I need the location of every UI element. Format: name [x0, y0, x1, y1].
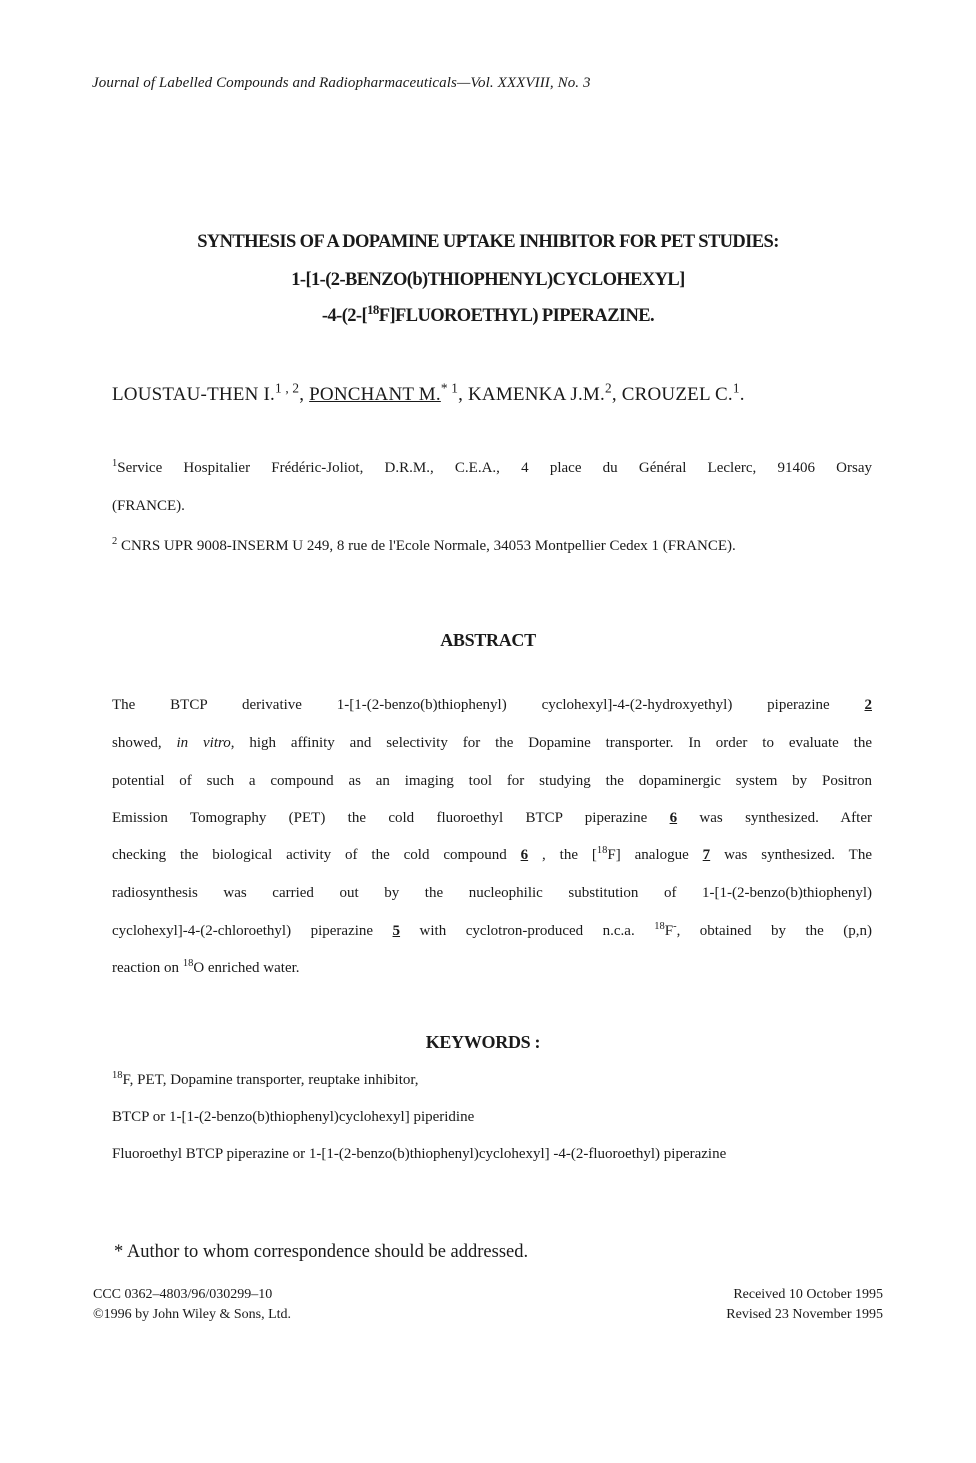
keyword-line-2: BTCP or 1-[1-(2-benzo(b)thiophenyl)cyclohexyl] piperidine [112, 1109, 475, 1125]
compound-ref: 6 [669, 810, 678, 826]
compound-ref: 7 [702, 847, 711, 863]
abstract-line-3: potential of such a compound as an imaging tool for studying the dopaminergic system by Positron [112, 773, 872, 789]
received-date: Received 10 October 1995 [733, 1287, 883, 1302]
journal-running-header: Journal of Labelled Compounds and Radiopharmaceuticals—Vol. XXXVIII, No. 3 [92, 75, 591, 91]
copyright: ©1996 by John Wiley & Sons, Ltd. [93, 1307, 292, 1322]
abstract-line-7: cyclohexyl]-4-(2-chloroethyl) piperazine 5 with cyclotron-produced n.c.a. $^{18}$F-, obtained by the (p,n) [112, 921, 873, 939]
correspondence-footnote: * Author to whom correspondence should be addressed. [114, 1242, 529, 1262]
affiliation-2: $^2$ CNRS UPR 9008-INSERM U 249, 8 rue de l'Ecole Normale, 34053 Montpellier Cedex 1 (FRANCE). [112, 536, 736, 554]
abstract-line-4: Emission Tomography (PET) the cold fluoroethyl BTCP piperazine 6 was synthesized. After [112, 810, 872, 826]
keyword-line-3: Fluoroethyl BTCP piperazine or 1-[1-(2-benzo(b)thiophenyl)cyclohexyl] -4-(2-fluoroethyl) piperazine [112, 1146, 727, 1162]
title-line-2: 1-[1-(2-BENZO(b)THIOPHENYL)CYCLOHEXYL] [291, 270, 685, 290]
title-line-1: SYNTHESIS OF A DOPAMINE UPTAKE INHIBITOR FOR PET STUDIES: [197, 232, 779, 252]
title-line-3: -4-(2-[$^{18}$F]FLUOROETHYL) PIPERAZINE. [321, 301, 655, 326]
abstract-line-5: checking the biological activity of the cold compound 6 , the [$^{18}$F] analogue 7 was synthesized. The [112, 845, 872, 863]
author-4: CROUZEL C. [621, 384, 733, 405]
author-3: KAMENKA J.M. [467, 384, 605, 405]
abstract-line-2: showed, in vitro, high affinity and selectivity for the Dopamine transporter. In order to evaluate the [112, 735, 872, 751]
abstract-line-8: reaction on $^{18}$O enriched water. [112, 958, 300, 976]
affiliation-1: $^1$Service Hospitalier Frédéric-Joliot, D.R.M., C.E.A., 4 place du Général Leclerc, 91406 Orsay [112, 458, 872, 476]
author-2-corresponding: PONCHANT M. [309, 384, 441, 405]
author-1: LOUSTAU-THEN I. [112, 384, 275, 405]
keywords-heading: KEYWORDS : [425, 1032, 541, 1052]
affiliation-1-continued: (FRANCE). [112, 498, 185, 514]
abstract-line-6: radiosynthesis was carried out by the nucleophilic substitution of 1-[1-(2-benzo(b)thiophenyl) [112, 885, 872, 901]
author-list: LOUSTAU-THEN I.$^{1 , 2}$, PONCHANT M.$^{* 1}$, KAMENKA J.M.$^2$, CROUZEL C.$^1$. [112, 380, 745, 405]
compound-ref: 5 [392, 923, 401, 939]
ccc-code: CCC 0362–4803/96/030299–10 [93, 1287, 273, 1302]
abstract-line-1: The BTCP derivative 1-[1-(2-benzo(b)thiophenyl) cyclohexyl]-4-(2-hydroxyethyl) piperazine 2 [112, 697, 872, 713]
compound-ref: 2 [864, 697, 872, 713]
abstract-heading: ABSTRACT [440, 630, 536, 650]
compound-ref: 6 [520, 847, 529, 863]
revised-date: Revised 23 November 1995 [726, 1307, 883, 1322]
keyword-line-1: $^{18}$F, PET, Dopamine transporter, reuptake inhibitor, [112, 1070, 419, 1088]
